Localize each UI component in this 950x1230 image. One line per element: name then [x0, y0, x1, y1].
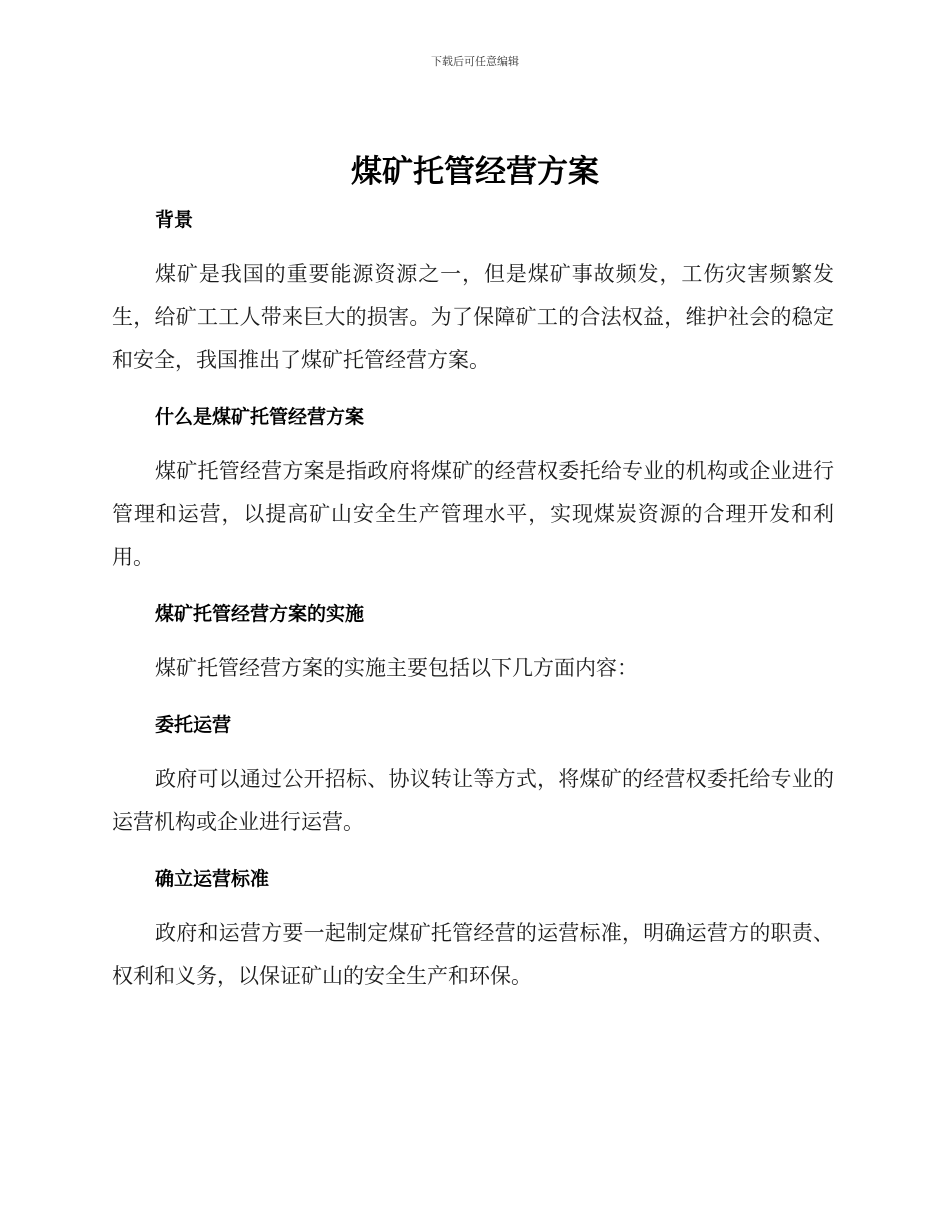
page-header-note: 下载后可任意编辑 [431, 55, 519, 68]
section-paragraph-background: 煤矿是我国的重要能源资源之一，但是煤矿事故频发，工伤灾害频繁发生，给矿工工人带来巨大的损害。为了保障矿工的合法权益，维护社会的稳定和安全，我国推出了煤矿托管经营方案。 [112, 262, 834, 372]
section-paragraph-entrusted-operation: 政府可以通过公开招标、协议转让等方式，将煤矿的经营权委托给专业的运营机构或企业进行运营。 [112, 767, 834, 834]
section-heading-operation-standards: 确立运营标准 [155, 868, 270, 890]
section-heading-definition: 什么是煤矿托管经营方案 [155, 406, 365, 428]
section-paragraph-operation-standards: 政府和运营方要一起制定煤矿托管经营的运营标准，明确运营方的职责、权利和义务，以保证矿山的安全生产和环保。 [112, 921, 834, 988]
section-heading-entrusted-operation: 委托运营 [155, 714, 232, 736]
section-heading-background: 背景 [155, 209, 194, 231]
section-paragraph-implementation: 煤矿托管经营方案的实施主要包括以下几方面内容： [155, 656, 638, 680]
document-title: 煤矿托管经营方案 [351, 154, 599, 190]
section-paragraph-definition: 煤矿托管经营方案是指政府将煤矿的经营权委托给专业的机构或企业进行管理和运营，以提高矿山安全生产管理水平，实现煤炭资源的合理开发和利用。 [112, 459, 834, 569]
document-body [112, 200, 834, 998]
section-heading-implementation: 煤矿托管经营方案的实施 [155, 603, 365, 625]
